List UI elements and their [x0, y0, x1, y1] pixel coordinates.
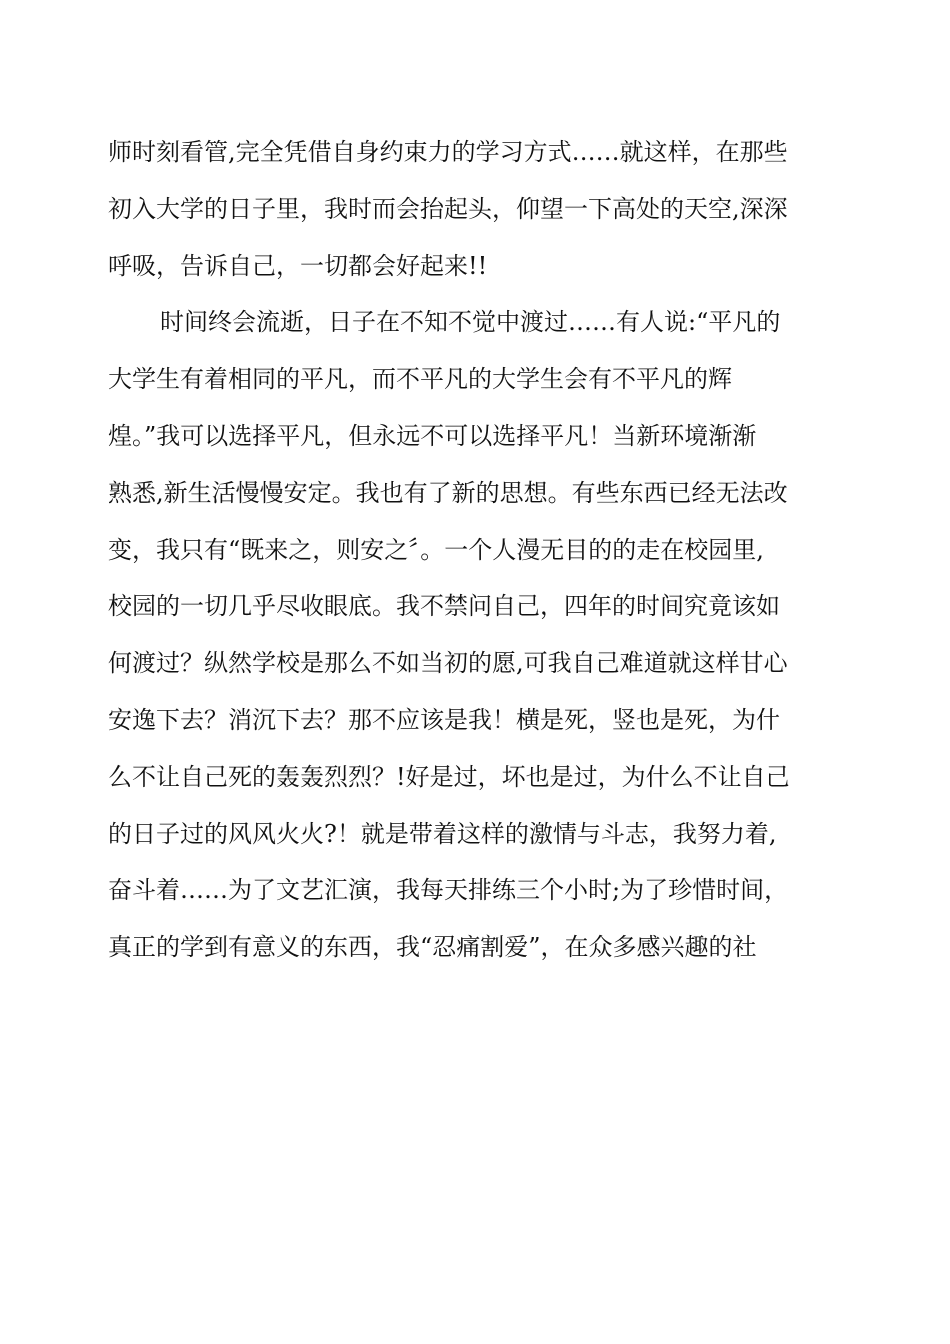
text-line: 奋斗着……为了文艺汇演，我每天排练三个小时;为了珍惜时间， — [108, 876, 789, 905]
text-line: 大学生有着相同的平凡，而不平凡的大学生会有不平凡的辉 — [108, 365, 732, 394]
text-line: 校园的一切几乎尽收眼底。我不禁问自己，四年的时间究竟该如 — [108, 592, 780, 621]
text-line: 的日子过的风风火火?！就是带着这样的激情与斗志，我努力着, — [108, 819, 777, 848]
body-text — [108, 124, 843, 976]
text-line: 师时刻看管,完全凭借自身约束力的学习方式……就这样，在那些 — [108, 138, 788, 166]
text-line: 熟悉,新生活慢慢安定。我也有了新的思想。有些东西已经无法改 — [108, 478, 788, 507]
text-line: 呼吸，告诉自己，一切都会好起来!! — [108, 251, 488, 280]
text-line: 真正的学到有意义的东西，我“忍痛割爱”，在众多感兴趣的社 — [108, 933, 757, 962]
text-line: 何渡过？纵然学校是那么不如当初的愿,可我自己难道就这样甘心 — [108, 649, 788, 678]
text-line: 初入大学的日子里，我时而会抬起头，仰望一下高处的天空,深深 — [108, 194, 788, 223]
text-line: 么不让自己死的轰轰烈烈？!好是过，坏也是过，为什么不让自己 — [108, 762, 790, 791]
text-line: 煌。”我可以选择平凡，但永远不可以选择平凡！当新环境渐渐 — [108, 421, 757, 450]
text-line: 变，我只有“既来之，则安之〞。一个人漫无目的的走在校园里, — [108, 535, 764, 564]
text-line: 安逸下去？消沉下去？那不应该是我！横是死，竖也是死，为什 — [108, 705, 780, 734]
paragraph-first-line: 时间终会流逝，日子在不知不觉中渡过……有人说:“平凡的 — [160, 308, 781, 337]
